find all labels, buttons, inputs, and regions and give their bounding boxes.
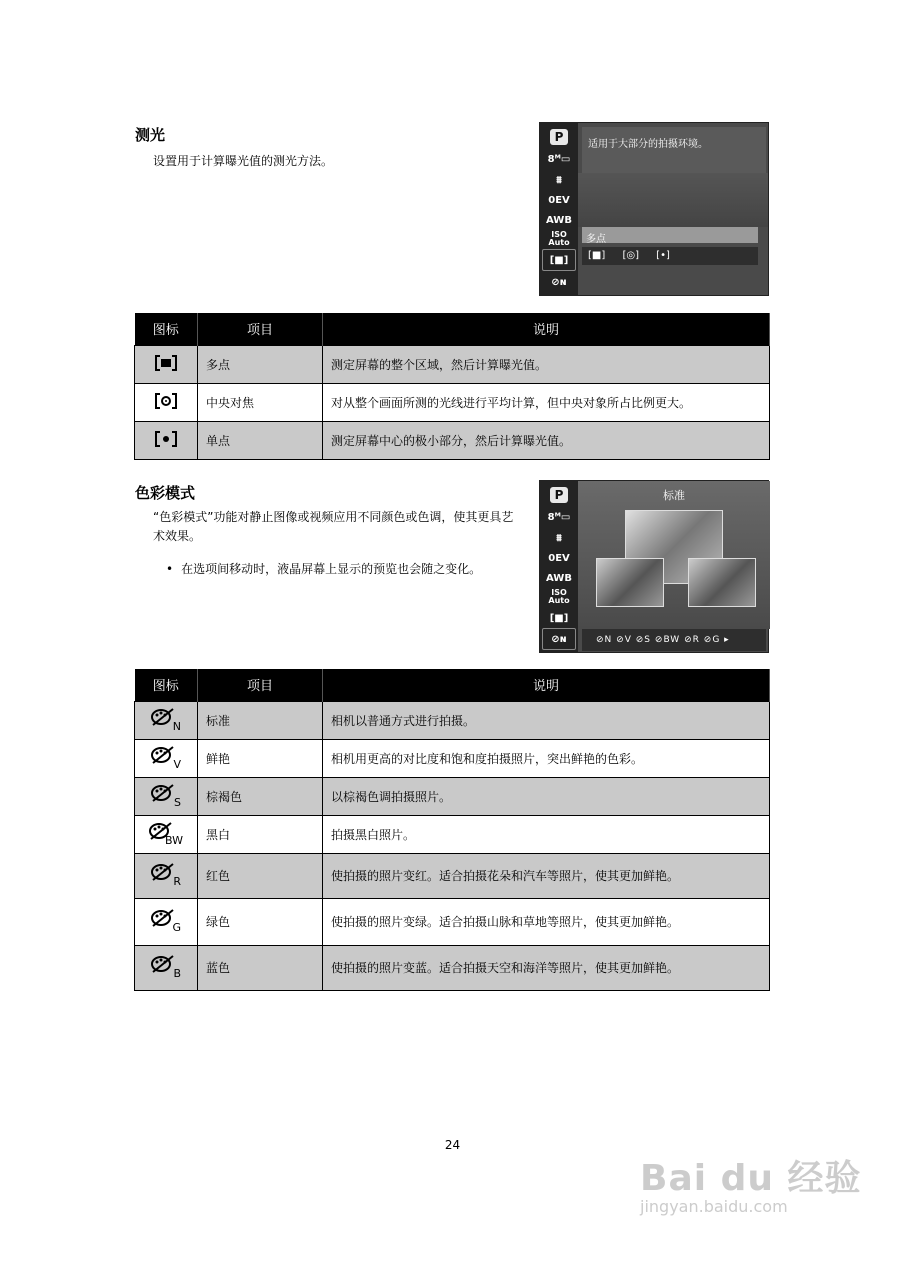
- row-desc: 拍摄黑白照片。: [323, 815, 770, 853]
- lcd-selected-bar: [582, 227, 758, 243]
- lcd-mode-option: ⊘N: [596, 635, 613, 645]
- color-mode-standard-icon: N: [151, 707, 181, 731]
- lcd-menu-rail: [540, 123, 578, 295]
- row-item: 鲜艳: [198, 739, 323, 777]
- row-desc: 对从整个画面所测的光线进行平均计算，但中央对象所占比例更大。: [323, 383, 770, 421]
- watermark-url: jingyan.baidu.com: [640, 1197, 788, 1216]
- lcd-option-center: [◎]: [622, 250, 639, 261]
- color-mode-desc: “色彩模式”功能对静止图像或视频应用不同颜色或色调，使其更具艺术效果。: [153, 510, 514, 543]
- table-row: [135, 345, 770, 383]
- row-item: 多点: [198, 345, 323, 383]
- color-mode-rail-icon: ⊘ɴ: [551, 276, 567, 288]
- quality-icon: ⩩: [556, 174, 562, 186]
- lcd-option-spot: [•]: [656, 250, 670, 261]
- multi-meter-icon: [155, 355, 177, 371]
- table-row: [135, 853, 770, 898]
- table-row: [135, 777, 770, 815]
- color-mode-blue-icon: B: [151, 954, 181, 978]
- lcd-info-box: [582, 127, 766, 173]
- row-item: 单点: [198, 421, 323, 459]
- row-item: 中央对焦: [198, 383, 323, 421]
- row-item: 标准: [198, 701, 323, 739]
- bullet-text: 在选项间移动时，液晶屏幕上显示的预览也会随之变化。: [181, 562, 482, 576]
- color-mode-title: 色彩模式: [135, 484, 196, 502]
- color-mode-lcd-screenshot: [539, 480, 769, 653]
- col-header-item: 项目: [198, 313, 323, 345]
- spot-meter-icon: [155, 431, 177, 447]
- page-number: 24: [444, 1138, 461, 1152]
- lcd-selected-label: 多点: [586, 234, 606, 245]
- color-mode-table: [134, 669, 770, 991]
- row-desc: 测定屏幕的整个区域，然后计算曝光值。: [323, 345, 770, 383]
- metering-lcd-screenshot: [539, 122, 769, 296]
- row-item: 棕褐色: [198, 777, 323, 815]
- awb-icon: AWB: [546, 214, 572, 226]
- row-desc: 使拍摄的照片变红。适合拍摄花朵和汽车等照片，使其更加鲜艳。: [323, 853, 770, 898]
- iso-icon: ISO Auto: [548, 230, 570, 247]
- row-desc: 相机以普通方式进行拍摄。: [323, 701, 770, 739]
- table-row: [135, 701, 770, 739]
- col-header-icon: 图标: [135, 669, 198, 701]
- resolution-icon: 8ᴹ▭: [547, 511, 571, 523]
- row-desc: 以棕褐色调拍摄照片。: [323, 777, 770, 815]
- table-row: [135, 383, 770, 421]
- table-row: [135, 945, 770, 990]
- metering-title: 测光: [135, 126, 166, 144]
- lcd-color-mode-options: [582, 629, 766, 651]
- lcd-metering-options: [582, 247, 758, 265]
- lcd-mode-option: ⊘BW: [654, 635, 681, 645]
- metering-rail-icon: [■]: [549, 612, 569, 624]
- metering-desc: 设置用于计算曝光值的测光方法。: [153, 154, 334, 168]
- table-row: [135, 421, 770, 459]
- iso-icon: ISO Auto: [548, 588, 570, 605]
- col-header-item: 项目: [198, 669, 323, 701]
- col-header-desc: 说明: [323, 669, 770, 701]
- color-mode-bullet: [166, 560, 481, 579]
- ev-icon: 0EV: [548, 194, 570, 206]
- row-desc: 相机用更高的对比度和饱和度拍摄照片，突出鲜艳的色彩。: [323, 739, 770, 777]
- color-mode-red-icon: R: [151, 862, 181, 886]
- arrow-right-icon: ▸: [724, 635, 730, 645]
- metering-rail-icon: [■]: [549, 254, 569, 266]
- lcd-info-text: 适用于大部分的拍摄环境。: [588, 139, 708, 150]
- program-mode-icon: P: [550, 487, 568, 503]
- color-mode-green-icon: G: [151, 908, 181, 932]
- preview-photo-right: [688, 558, 756, 607]
- color-mode-vivid-icon: V: [151, 745, 181, 769]
- col-header-icon: 图标: [135, 313, 198, 345]
- row-item: 蓝色: [198, 945, 323, 990]
- lcd-mode-option: ⊘V: [616, 635, 632, 645]
- row-item: 红色: [198, 853, 323, 898]
- lcd-mode-label: 标准: [663, 489, 685, 502]
- color-mode-rail-icon: ⊘ɴ: [551, 633, 567, 645]
- lcd-mode-option: ⊘S: [635, 635, 652, 645]
- row-item: 绿色: [198, 898, 323, 945]
- program-mode-icon: P: [550, 129, 568, 145]
- watermark-logo-text: Bai du 经验: [640, 1158, 862, 1199]
- center-meter-icon: [155, 393, 177, 409]
- lcd-menu-rail: [540, 481, 578, 652]
- table-row: [135, 815, 770, 853]
- ev-icon: 0EV: [548, 552, 570, 564]
- resolution-icon: 8ᴹ▭: [547, 153, 571, 165]
- bullet-dot: •: [166, 562, 174, 576]
- color-mode-sepia-icon: S: [151, 783, 181, 807]
- col-header-desc: 说明: [323, 313, 770, 345]
- quality-icon: ⩩: [556, 532, 562, 544]
- lcd-mode-option: ⊘R: [684, 635, 700, 645]
- baidu-watermark: [640, 1150, 862, 1216]
- row-item: 黑白: [198, 815, 323, 853]
- color-mode-bw-icon: BW: [149, 821, 183, 845]
- lcd-option-multi: [■]: [588, 250, 606, 261]
- metering-table: [134, 313, 770, 460]
- row-desc: 测定屏幕中心的极小部分，然后计算曝光值。: [323, 421, 770, 459]
- row-desc: 使拍摄的照片变蓝。适合拍摄天空和海洋等照片，使其更加鲜艳。: [323, 945, 770, 990]
- row-desc: 使拍摄的照片变绿。适合拍摄山脉和草地等照片，使其更加鲜艳。: [323, 898, 770, 945]
- awb-icon: AWB: [546, 572, 572, 584]
- table-row: [135, 898, 770, 945]
- lcd-mode-option: ⊘G: [703, 635, 721, 645]
- preview-photo-left: [596, 558, 664, 607]
- table-row: [135, 739, 770, 777]
